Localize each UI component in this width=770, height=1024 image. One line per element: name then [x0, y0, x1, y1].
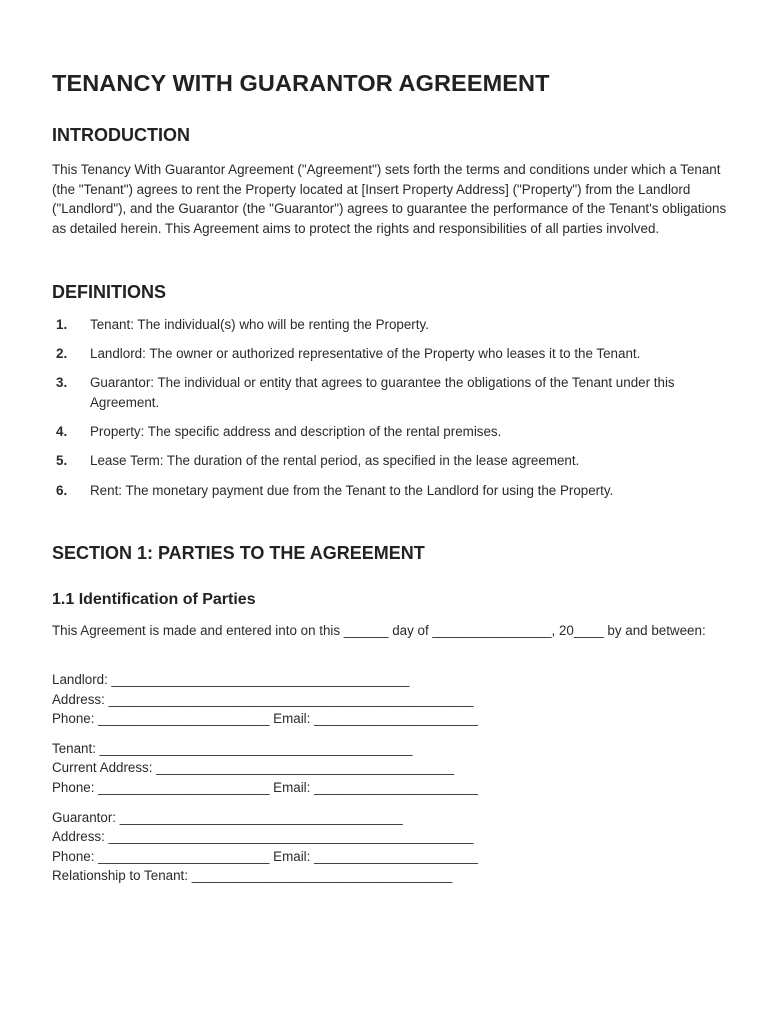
guarantor-phone-email-field[interactable]: Phone: _______________________ Email: ______________________ [52, 848, 478, 864]
definition-text: Tenant: The individual(s) who will be renting the Property. [90, 317, 429, 332]
definition-text: Guarantor: The individual or entity that agrees to guarantee the obligations of the Tenant under this Agreement. [90, 375, 675, 410]
definitions-list [52, 315, 732, 510]
landlord-name-field[interactable]: Landlord: ________________________________________ [52, 672, 410, 687]
spacer [52, 798, 732, 808]
definition-number: 2. [56, 346, 68, 362]
spacer [52, 729, 732, 739]
definition-number: 1. [56, 317, 68, 332]
definition-number: 3. [56, 375, 68, 391]
definition-text: Property: The specific address and description of the rental premises. [90, 424, 502, 440]
landlord-address-field[interactable]: Address: _________________________________________________ [52, 691, 474, 707]
landlord-phone-email-field[interactable]: Phone: _______________________ Email: ______________________ [52, 711, 478, 727]
guarantor-address-field[interactable]: Address: _________________________________________________ [52, 829, 474, 845]
definition-text: Landlord: The owner or authorized representative of the Property who leases it to the Tenant. [90, 346, 641, 362]
definition-text: Rent: The monetary payment due from the Tenant to the Landlord for using the Property. [90, 482, 614, 498]
definition-item [52, 422, 732, 442]
introduction-heading: INTRODUCTION [52, 125, 190, 145]
definition-item [52, 481, 732, 501]
definition-item [52, 315, 732, 335]
definition-number: 6. [56, 482, 68, 498]
guarantor-name-field[interactable]: Guarantor: ______________________________________ [52, 809, 403, 825]
section1-heading: SECTION 1: PARTIES TO THE AGREEMENT [52, 543, 425, 563]
guarantor-relationship-field[interactable]: Relationship to Tenant: ___________________________________ [52, 868, 453, 884]
definition-number: 4. [56, 424, 68, 440]
definition-item [52, 451, 732, 471]
definition-item [52, 373, 732, 412]
agreement-date-paragraph: This Agreement is made and entered into on this ______ day of ________________, 20____ by and between: [52, 623, 706, 638]
definition-item [52, 344, 732, 364]
definition-text: Lease Term: The duration of the rental period, as specified in the lease agreement. [90, 453, 580, 469]
parties-fields [52, 670, 732, 886]
tenant-address-field[interactable]: Current Address: ________________________________________ [52, 760, 455, 776]
definition-number: 5. [56, 453, 68, 469]
introduction-paragraph: This Tenancy With Guarantor Agreement ("Agreement") sets forth the terms and conditions under which a Tenant (the "Tenant") agrees to rent the Property located at [Insert Property Address] ("Property") from the Landlord ("Landlord"), and the Guarantor (the "Guarantor") agrees to guarantee the performance of the Tenant's obligations as detailed herein. This Agreement aims to protect the rights and responsibilities of all parties involved. [52, 162, 727, 236]
tenant-phone-email-field[interactable]: Phone: _______________________ Email: ______________________ [52, 779, 478, 795]
tenant-name-field[interactable]: Tenant: __________________________________________ [52, 740, 413, 756]
definitions-heading: DEFINITIONS [52, 282, 167, 302]
document-title: TENANCY WITH GUARANTOR AGREEMENT [52, 70, 550, 96]
identification-subheading: 1.1 Identification of Parties [52, 591, 256, 608]
